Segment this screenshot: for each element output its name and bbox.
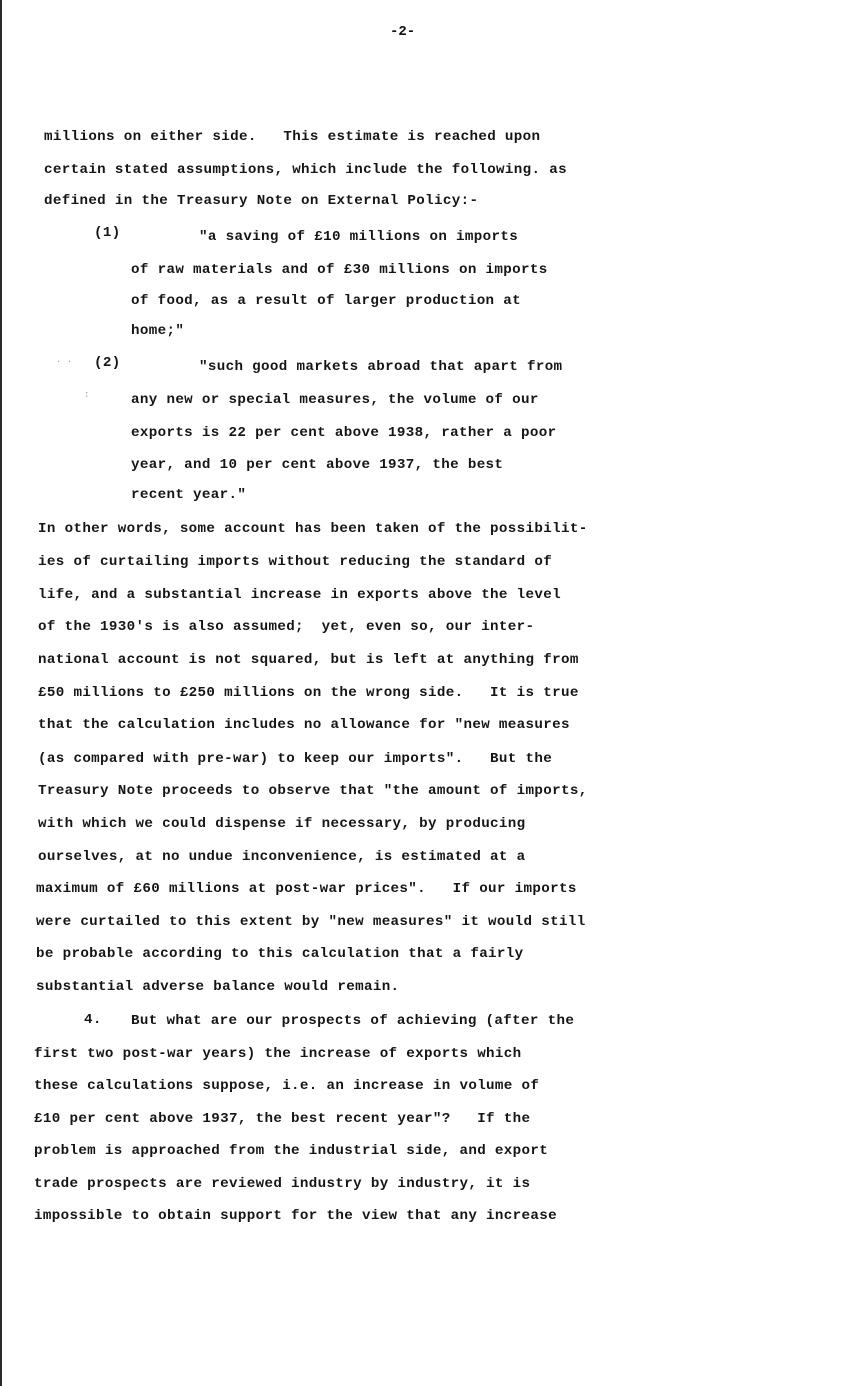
- quote-line: home;": [131, 323, 185, 339]
- text-line: £10 per cent above 1937, the best recent year"? If the: [34, 1111, 531, 1127]
- margin-smudge: . .: [56, 355, 73, 365]
- text-line: with which we could dispense if necessary, by producing: [38, 816, 526, 832]
- text-line: millions on either side. This estimate is reached upon: [44, 129, 541, 145]
- text-line: ies of curtailing imports without reducing the standard of: [38, 554, 553, 570]
- text-line: defined in the Treasury Note on External Policy:-: [44, 193, 479, 209]
- list-marker: (1): [94, 225, 121, 241]
- text-line: national account is not squared, but is left at anything from: [38, 652, 579, 668]
- quote-line: "such good markets abroad that apart from: [199, 359, 563, 375]
- text-line: these calculations suppose, i.e. an increase in volume of: [34, 1078, 540, 1094]
- quote-line: recent year.": [131, 487, 247, 503]
- text-line: impossible to obtain support for the view that any increase: [34, 1208, 557, 1224]
- text-line: ourselves, at no undue inconvenience, is estimated at a: [38, 849, 526, 865]
- quote-line: exports is 22 per cent above 1938, rather a poor: [131, 425, 557, 441]
- text-line: that the calculation includes no allowance for "new measures: [38, 717, 570, 733]
- text-line: In other words, some account has been taken of the possibilit-: [38, 521, 588, 537]
- text-line: certain stated assumptions, which include the following. as: [44, 162, 567, 178]
- quote-line: "a saving of £10 millions on imports: [199, 229, 519, 245]
- text-line: life, and a substantial increase in exports above the level: [38, 587, 561, 603]
- text-line: substantial adverse balance would remain.: [36, 979, 400, 995]
- text-line: be probable according to this calculation that a fairly: [36, 946, 524, 962]
- paragraph-number: 4.: [84, 1012, 102, 1028]
- quote-line: of food, as a result of larger production at: [131, 293, 522, 309]
- text-line: problem is approached from the industrial side, and export: [34, 1143, 549, 1159]
- quote-line: of raw materials and of £30 millions on imports: [131, 262, 548, 278]
- text-line: trade prospects are reviewed industry by industry, it is: [34, 1176, 531, 1192]
- text-line: (as compared with pre-war) to keep our imports". But the: [38, 751, 553, 767]
- text-line: maximum of £60 millions at post-war prices". If our imports: [36, 881, 577, 897]
- margin-smudge: :: [84, 390, 90, 400]
- list-marker: (2): [94, 355, 121, 371]
- page-left-edge: [0, 0, 2, 1386]
- page-number: -2-: [390, 24, 416, 40]
- quote-line: year, and 10 per cent above 1937, the best: [131, 457, 504, 473]
- text-line: were curtailed to this extent by "new measures" it would still: [36, 914, 586, 930]
- text-line: But what are our prospects of achieving (after the: [131, 1013, 575, 1029]
- text-line: first two post-war years) the increase of exports which: [34, 1046, 522, 1062]
- quote-line: any new or special measures, the volume of our: [131, 392, 539, 408]
- text-line: Treasury Note proceeds to observe that "the amount of imports,: [38, 783, 588, 799]
- text-line: of the 1930's is also assumed; yet, even so, our inter-: [38, 619, 535, 635]
- text-line: £50 millions to £250 millions on the wrong side. It is true: [38, 685, 579, 701]
